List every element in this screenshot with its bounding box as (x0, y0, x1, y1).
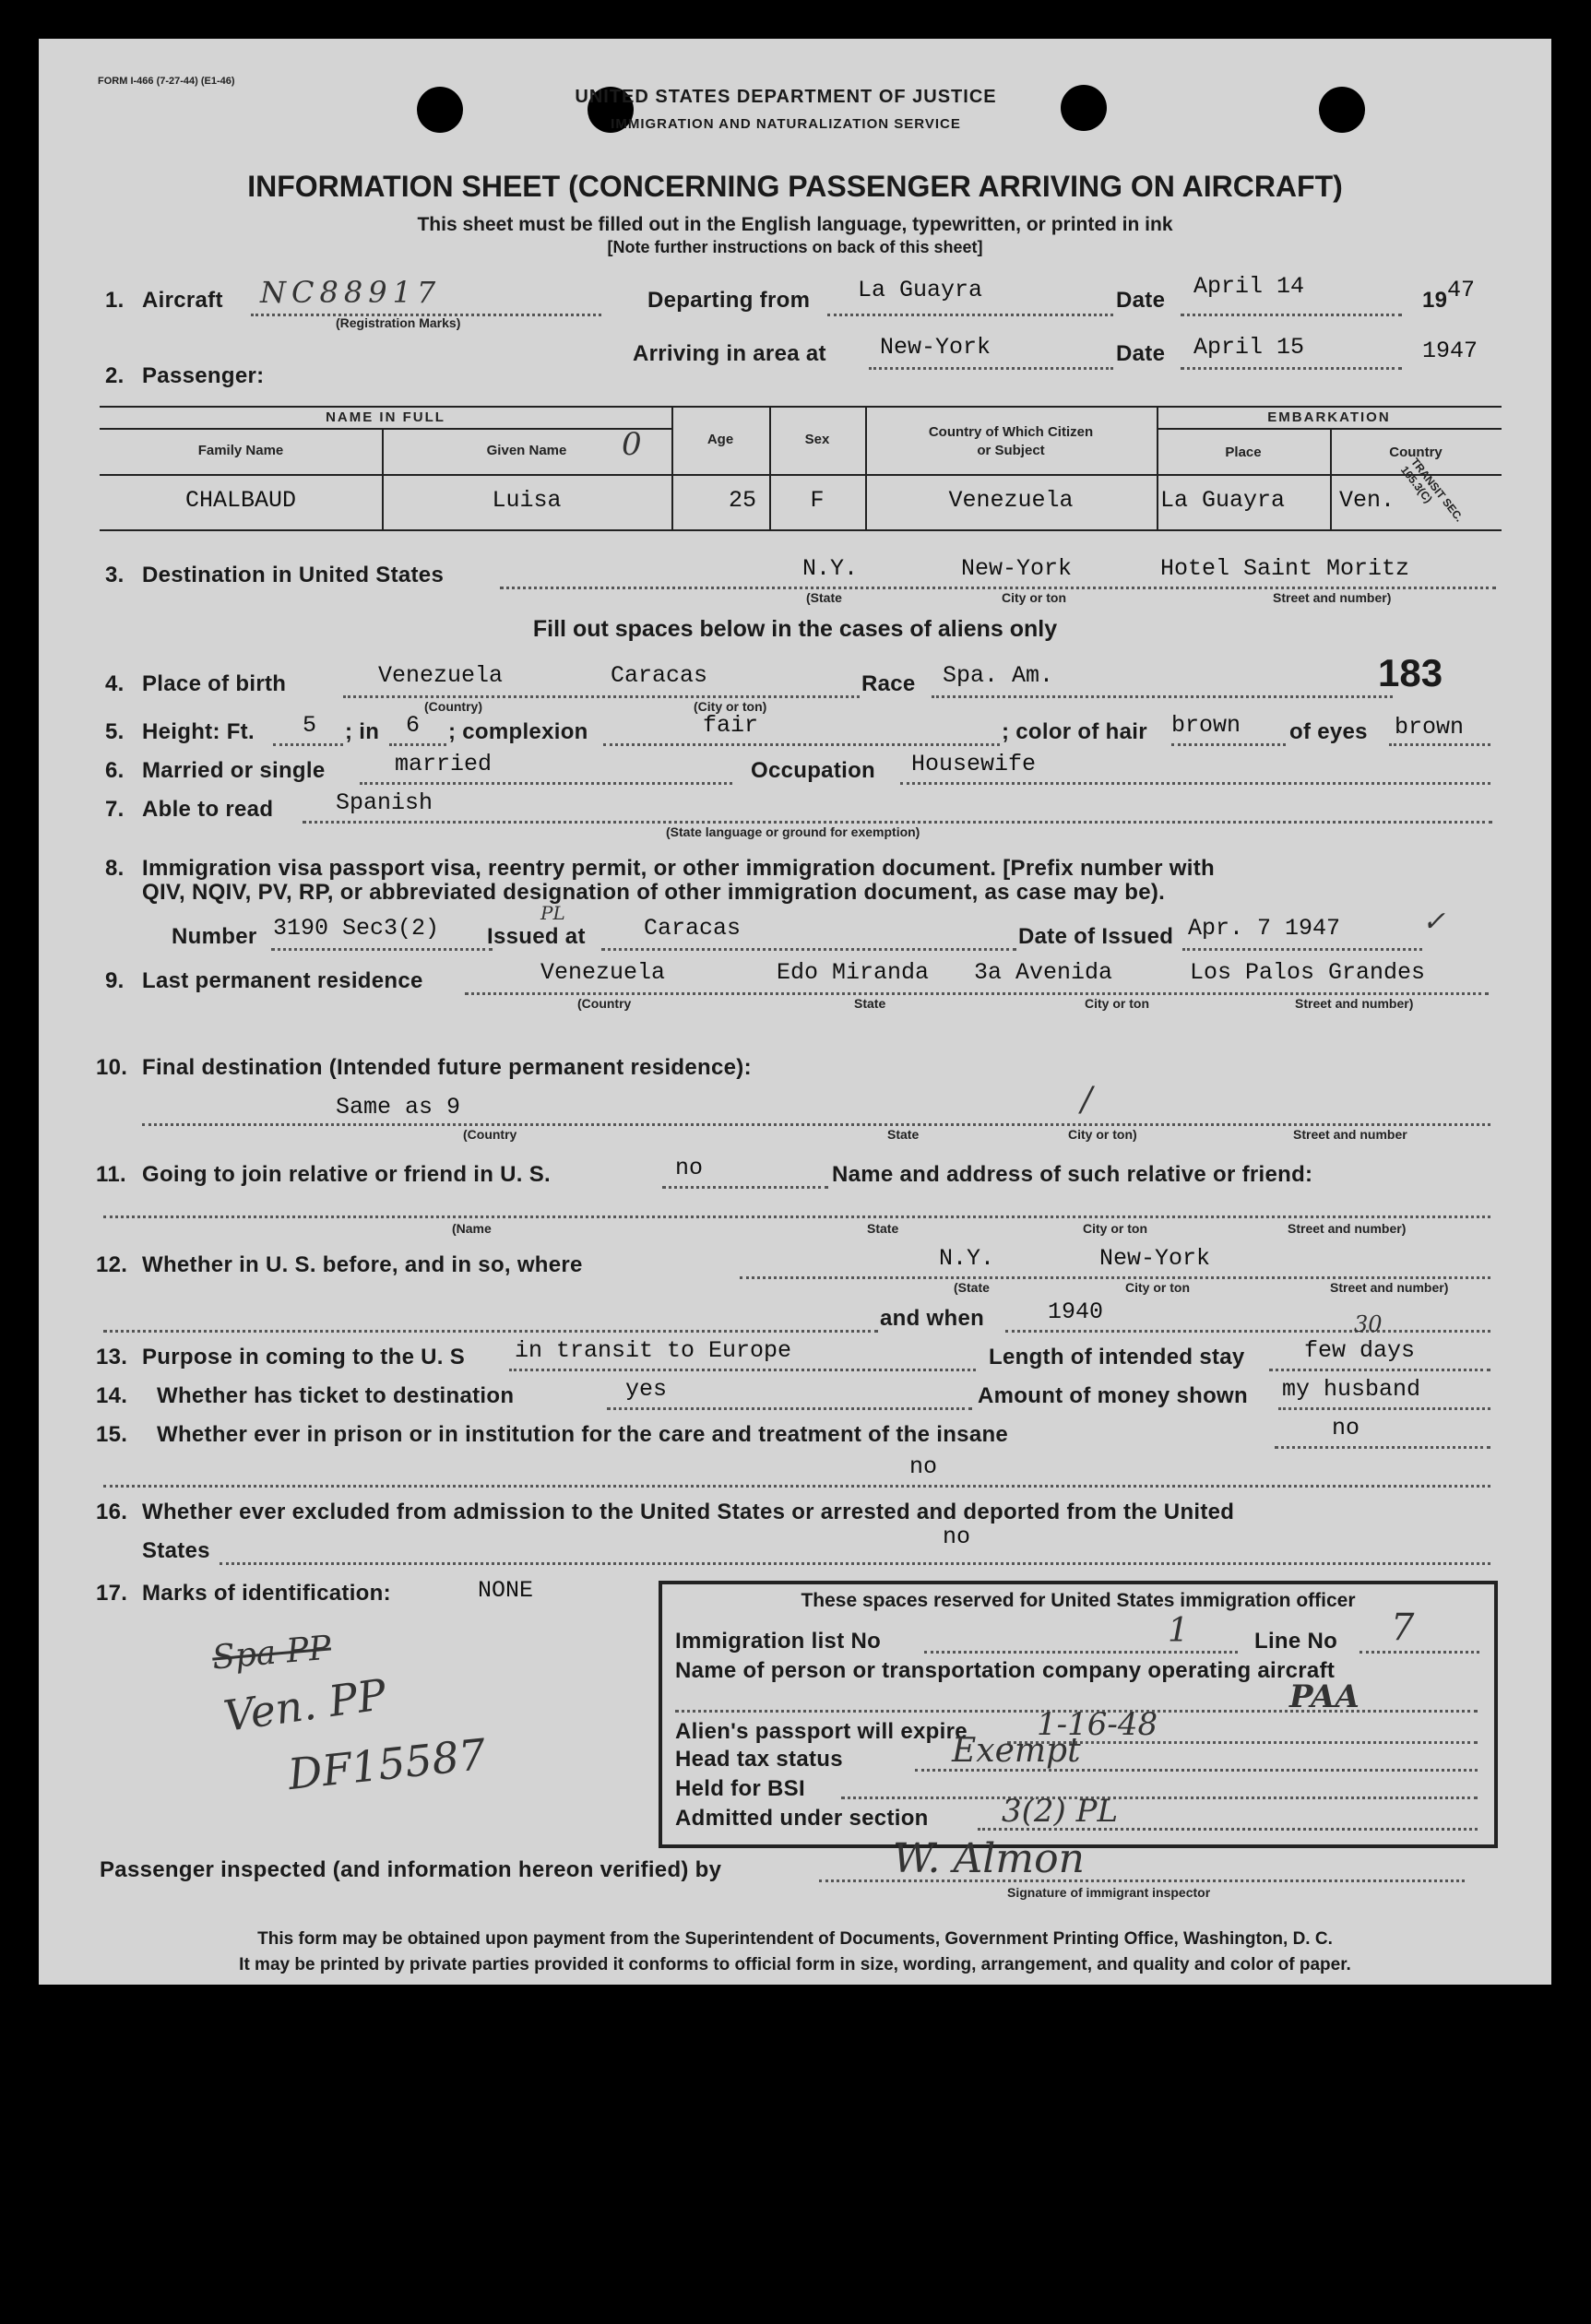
eyes-label: of eyes (1289, 719, 1368, 744)
instruction-note: [Note further instructions on back of this sheet] (607, 238, 983, 256)
when-dots (1005, 1330, 1490, 1333)
stay-value[interactable]: few days (1304, 1337, 1416, 1364)
final-cap-country: (Country (463, 1127, 517, 1142)
embark-country-header: Country (1389, 445, 1443, 460)
purpose-label: Purpose in coming to the U. S (142, 1345, 466, 1370)
officer-box-heading: These spaces reserved for United States immigration officer (801, 1590, 1356, 1611)
footer-line-2: It may be printed by private parties provided it conforms to official form in size, wording, arrangement, and quality and color of paper. (239, 1955, 1351, 1974)
read-label: Able to read (142, 797, 274, 822)
previous-visit-label: Whether in U. S. before, and in so, where (142, 1252, 583, 1277)
eyes-dots (1389, 743, 1490, 746)
destination-cap-street: Street and number) (1273, 590, 1392, 605)
company-label: Name of person or transportation company operating aircraft (675, 1658, 1336, 1683)
form-number: FORM I-466 (7-27-44) (E1-46) (98, 76, 235, 87)
place-header: Place (1225, 445, 1262, 460)
occupation-dots (900, 782, 1490, 785)
read-caption: (State language or ground for exemption) (666, 824, 920, 839)
name-header: NAME IN FULL (326, 409, 445, 425)
age-header: Age (706, 432, 734, 447)
prison-value-2[interactable]: no (909, 1453, 938, 1480)
date1-value[interactable]: April 14 (1193, 273, 1305, 300)
destination-label: Destination in United States (142, 563, 445, 587)
line1-number: 1. (105, 288, 125, 313)
when-lead-dots (103, 1330, 878, 1333)
complexion-value[interactable]: fair (703, 712, 759, 739)
bsi-dots (841, 1796, 1478, 1799)
handwritten-note-3: DF15587 (285, 1728, 489, 1800)
col-divider (1330, 428, 1332, 529)
ticket-value[interactable]: yes (625, 1376, 668, 1403)
admitted-value[interactable]: 3(2) PL (1002, 1793, 1119, 1830)
residence-dots (465, 992, 1489, 995)
read-dots (303, 821, 1492, 824)
line-no-label: Line No (1254, 1629, 1338, 1654)
height-ft-value[interactable]: 5 (303, 712, 317, 739)
handwritten-note-1: Spa PP (210, 1629, 333, 1678)
immigration-list-dots (924, 1651, 1238, 1654)
col-divider (671, 406, 673, 529)
registration-caption: (Registration Marks) (336, 315, 461, 330)
visa-text-2: QIV, NQIV, PV, RP, or abbreviated designation of other immigration document, as case may be). (142, 880, 1166, 905)
relative-address-dots (103, 1215, 1490, 1218)
relative-value[interactable]: no (675, 1155, 704, 1181)
line14-number: 14. (96, 1383, 128, 1408)
final-cap-city: City or ton) (1068, 1127, 1137, 1142)
line-no-value[interactable]: 7 (1391, 1607, 1415, 1649)
height-label: Height: Ft. (142, 719, 255, 744)
family-header: Family Name (197, 443, 284, 458)
departing-label: Departing from (647, 288, 811, 313)
table-header-rule (100, 474, 1502, 476)
residence-label: Last permanent residence (142, 968, 423, 993)
service-title: IMMIGRATION AND NATURALIZATION SERVICE (611, 116, 961, 132)
line17-number: 17. (96, 1581, 128, 1606)
occupation-label: Occupation (751, 758, 876, 783)
destination-street[interactable]: Hotel Saint Moritz (1160, 555, 1410, 582)
excluded-value[interactable]: no (943, 1524, 971, 1550)
final-cap-street: Street and number (1293, 1127, 1407, 1142)
footer-line-1: This form may be obtained upon payment from the Superintendent of Documents, Government Printing Office, Washington, D. C. (257, 1929, 1333, 1949)
head-tax-label: Head tax status (675, 1747, 843, 1772)
residence-cap-city: City or ton (1085, 996, 1149, 1011)
line5-number: 5. (105, 719, 125, 744)
residence-cap-street: Street and number) (1295, 996, 1414, 1011)
year1-value[interactable]: 47 (1447, 277, 1476, 303)
residence-city[interactable]: 3a Avenida (974, 959, 1113, 986)
line6-number: 6. (105, 758, 125, 783)
agency-title: UNITED STATES DEPARTMENT OF JUSTICE (575, 87, 997, 107)
hair-value[interactable]: brown (1171, 712, 1241, 739)
in-label: ; in (345, 719, 380, 744)
stay-note: 30 (1354, 1311, 1383, 1337)
prison-label: Whether ever in prison or in institution for the care and treatment of the insane (157, 1422, 1009, 1447)
signature-caption: Signature of immigrant inspector (1007, 1885, 1211, 1900)
departing-value[interactable]: La Guayra (858, 277, 983, 303)
aircraft-value[interactable]: NC88917 (260, 275, 442, 310)
previous-cap-city: City or ton (1125, 1280, 1190, 1295)
issued-date-dots (1182, 948, 1422, 951)
bsi-label: Held for BSI (675, 1776, 805, 1801)
destination-state[interactable]: N.Y. (802, 555, 859, 582)
hair-label: ; color of hair (1002, 719, 1147, 744)
birth-dots (343, 695, 860, 698)
prison-second-dots (103, 1485, 1490, 1488)
stay-dots (1269, 1369, 1490, 1371)
prison-value[interactable]: no (1332, 1415, 1360, 1441)
final-destination-dots (142, 1123, 1490, 1126)
relative-cap-street: Street and number) (1288, 1221, 1407, 1236)
issued-dots (601, 948, 1016, 951)
embark-subheader-rule (1157, 428, 1502, 430)
arriving-dots (869, 367, 1113, 370)
passport-expire-label: Alien's passport will expire (675, 1719, 968, 1744)
final-destination-label: Final destination (Intended future permanent residence): (142, 1055, 752, 1080)
date1-dots (1181, 314, 1402, 316)
when-label: and when (880, 1306, 985, 1331)
previous-visit-state[interactable]: N.Y. (939, 1245, 995, 1272)
destination-cap-state: (State (806, 590, 842, 605)
date2-label: Date (1116, 341, 1166, 366)
final-destination-value[interactable]: Same as 9 (336, 1094, 461, 1120)
marital-value[interactable]: married (395, 751, 493, 777)
issued-date-value[interactable]: Apr. 7 1947 (1188, 915, 1341, 942)
identification-value[interactable]: NONE (478, 1577, 534, 1604)
ticket-label: Whether has ticket to destination (157, 1383, 515, 1408)
date2-dots (1181, 367, 1402, 370)
eyes-value[interactable]: brown (1395, 714, 1465, 741)
sex-value[interactable]: F (810, 487, 825, 514)
destination-cap-city: City or ton (1002, 590, 1066, 605)
final-destination-check: / (1081, 1081, 1093, 1119)
instruction-text: This sheet must be filled out in the English language, typewritten, or printed in ink (417, 214, 1173, 235)
previous-visit-city[interactable]: New-York (1099, 1245, 1211, 1272)
identification-label: Marks of identification: (142, 1581, 391, 1606)
marital-dots (360, 782, 732, 785)
final-cap-state: State (887, 1127, 920, 1142)
excluded-label: Whether ever excluded from admission to the United States or arrested and deported from the United (142, 1500, 1235, 1524)
line3-number: 3. (105, 563, 125, 587)
arriving-label: Arriving in area at (633, 341, 826, 366)
occupation-value[interactable]: Housewife (911, 751, 1037, 777)
embark-header: EMBARKATION (1267, 409, 1391, 425)
visa-text-1: Immigration visa passport visa, reentry permit, or other immigration document. [Prefix number with (142, 856, 1215, 881)
residence-street[interactable]: Los Palos Grandes (1190, 959, 1426, 986)
money-dots (1278, 1407, 1490, 1410)
relative-name-label: Name and address of such relative or friend: (832, 1162, 1313, 1187)
height-in-value[interactable]: 6 (406, 712, 421, 739)
inspector-signature[interactable]: W. Almon (893, 1835, 1085, 1882)
country-header-2: or Subject (977, 443, 1045, 458)
visa-number-dots (271, 948, 493, 951)
embark-country-value[interactable]: Ven. (1339, 487, 1395, 514)
date2-value[interactable]: April 15 (1193, 334, 1305, 361)
visa-pl-note: PL (540, 902, 565, 924)
relative-cap-state: State (867, 1221, 899, 1236)
complexion-dots (603, 743, 1000, 746)
line10-number: 10. (96, 1055, 128, 1080)
birth-country[interactable]: Venezuela (378, 662, 504, 689)
marital-label: Married or single (142, 758, 326, 783)
prison-dots (1275, 1446, 1490, 1449)
residence-state[interactable]: Edo Miranda (777, 959, 930, 986)
table-bottom-rule (100, 529, 1502, 531)
punch-hole (1319, 87, 1365, 133)
complexion-label: ; complexion (448, 719, 588, 744)
relative-dots (662, 1186, 828, 1189)
name-subheader-rule (100, 428, 671, 430)
relative-cap-name: (Name (452, 1221, 492, 1236)
previous-visit-dots (740, 1276, 1490, 1279)
money-label: Amount of money shown (978, 1383, 1248, 1408)
head-tax-value[interactable]: Exempt (952, 1732, 1081, 1770)
purpose-dots (509, 1369, 976, 1371)
line9-number: 9. (105, 968, 125, 993)
issued-date-label: Date of Issued (1018, 924, 1174, 949)
line2-number: 2. (105, 363, 125, 388)
family-name-value[interactable]: CHALBAUD (184, 487, 297, 514)
read-value[interactable]: Spanish (336, 789, 433, 816)
previous-cap-street: Street and number) (1330, 1280, 1449, 1295)
stay-label: Length of intended stay (989, 1345, 1245, 1370)
line8-number: 8. (105, 856, 125, 881)
citizen-value[interactable]: Venezuela (948, 487, 1074, 514)
passport-expire-value[interactable]: 1-16-48 (1037, 1706, 1158, 1743)
immigration-list-value[interactable]: 1 (1168, 1612, 1189, 1650)
passenger-label: Passenger: (142, 363, 265, 388)
line12-number: 12. (96, 1252, 128, 1277)
form-sheet (39, 39, 1551, 1985)
issued-value[interactable]: Caracas (644, 915, 742, 942)
immigration-list-label: Immigration list No (675, 1629, 882, 1654)
country-header-1: Country of Which Citizen (928, 424, 1094, 440)
given-name-value[interactable]: Luisa (492, 487, 562, 514)
excluded-label-2: States (142, 1538, 210, 1563)
ft-dots (273, 743, 343, 746)
company-value[interactable]: PAA (1289, 1678, 1359, 1715)
transit-stamp: TRANSIT SEC. 105.3(C) (1397, 456, 1466, 525)
hair-dots (1171, 743, 1286, 746)
aliens-heading: Fill out spaces below in the cases of aliens only (532, 616, 1058, 642)
given-header: Given Name (486, 443, 567, 458)
sheet-title: INFORMATION SHEET (CONCERNING PASSENGER ARRIVING ON AIRCRAFT) (247, 170, 1343, 203)
visa-number-label: Number (172, 924, 257, 949)
line7-number: 7. (105, 797, 125, 822)
destination-city[interactable]: New-York (961, 555, 1073, 582)
arriving-value[interactable]: New-York (880, 334, 991, 361)
residence-cap-state: State (854, 996, 886, 1011)
date1-label: Date (1116, 288, 1166, 313)
year1-prefix: 19 (1422, 288, 1448, 313)
sex-header: Sex (804, 432, 830, 447)
ticket-dots (607, 1407, 972, 1410)
residence-cap-country: (Country (577, 996, 632, 1011)
residence-country[interactable]: Venezuela (540, 959, 666, 986)
list-number: 183 (1378, 651, 1443, 694)
inspected-label: Passenger inspected (and information hereon verified) by (100, 1857, 722, 1882)
departing-dots (827, 314, 1113, 316)
punch-hole (417, 87, 463, 133)
line4-number: 4. (105, 671, 125, 696)
line-no-dots (1359, 1651, 1479, 1654)
relative-label: Going to join relative or friend in U. S. (142, 1162, 551, 1187)
aircraft-label: Aircraft (142, 288, 223, 313)
admitted-label: Admitted under section (675, 1806, 929, 1831)
year2-value[interactable]: 1947 (1422, 338, 1478, 364)
age-value[interactable]: 25 (729, 487, 757, 514)
birth-cap-city: (City or ton) (694, 699, 767, 714)
table-top-rule (100, 406, 1502, 408)
money-value[interactable]: my husband (1282, 1376, 1421, 1403)
excluded-dots (220, 1562, 1490, 1565)
line16-number: 16. (96, 1500, 128, 1524)
visa-number-value[interactable]: 3190 Sec3(2) (273, 915, 440, 942)
line13-number: 13. (96, 1345, 128, 1370)
issued-label: Issued at (487, 924, 586, 949)
handwritten-note-2: Ven. PP (220, 1668, 389, 1742)
birth-label: Place of birth (142, 671, 287, 696)
race-label: Race (861, 671, 916, 696)
embark-place-value[interactable]: La Guayra (1160, 487, 1286, 514)
line15-number: 15. (96, 1422, 128, 1447)
line11-number: 11. (96, 1162, 126, 1187)
previous-cap-state: (State (954, 1280, 990, 1295)
birth-cap-country: (Country) (424, 699, 482, 714)
given-header-mark: 0 (622, 426, 642, 463)
purpose-value[interactable]: in transit to Europe (515, 1337, 792, 1364)
relative-cap-city: City or ton (1083, 1221, 1147, 1236)
in-dots (389, 743, 446, 746)
race-dots (932, 695, 1393, 698)
when-value[interactable]: 1940 (1048, 1298, 1104, 1325)
destination-dots (500, 587, 1496, 589)
issued-check-mark: ✓ (1422, 906, 1446, 938)
race-value[interactable]: Spa. Am. (943, 662, 1054, 689)
birth-city[interactable]: Caracas (611, 662, 708, 689)
